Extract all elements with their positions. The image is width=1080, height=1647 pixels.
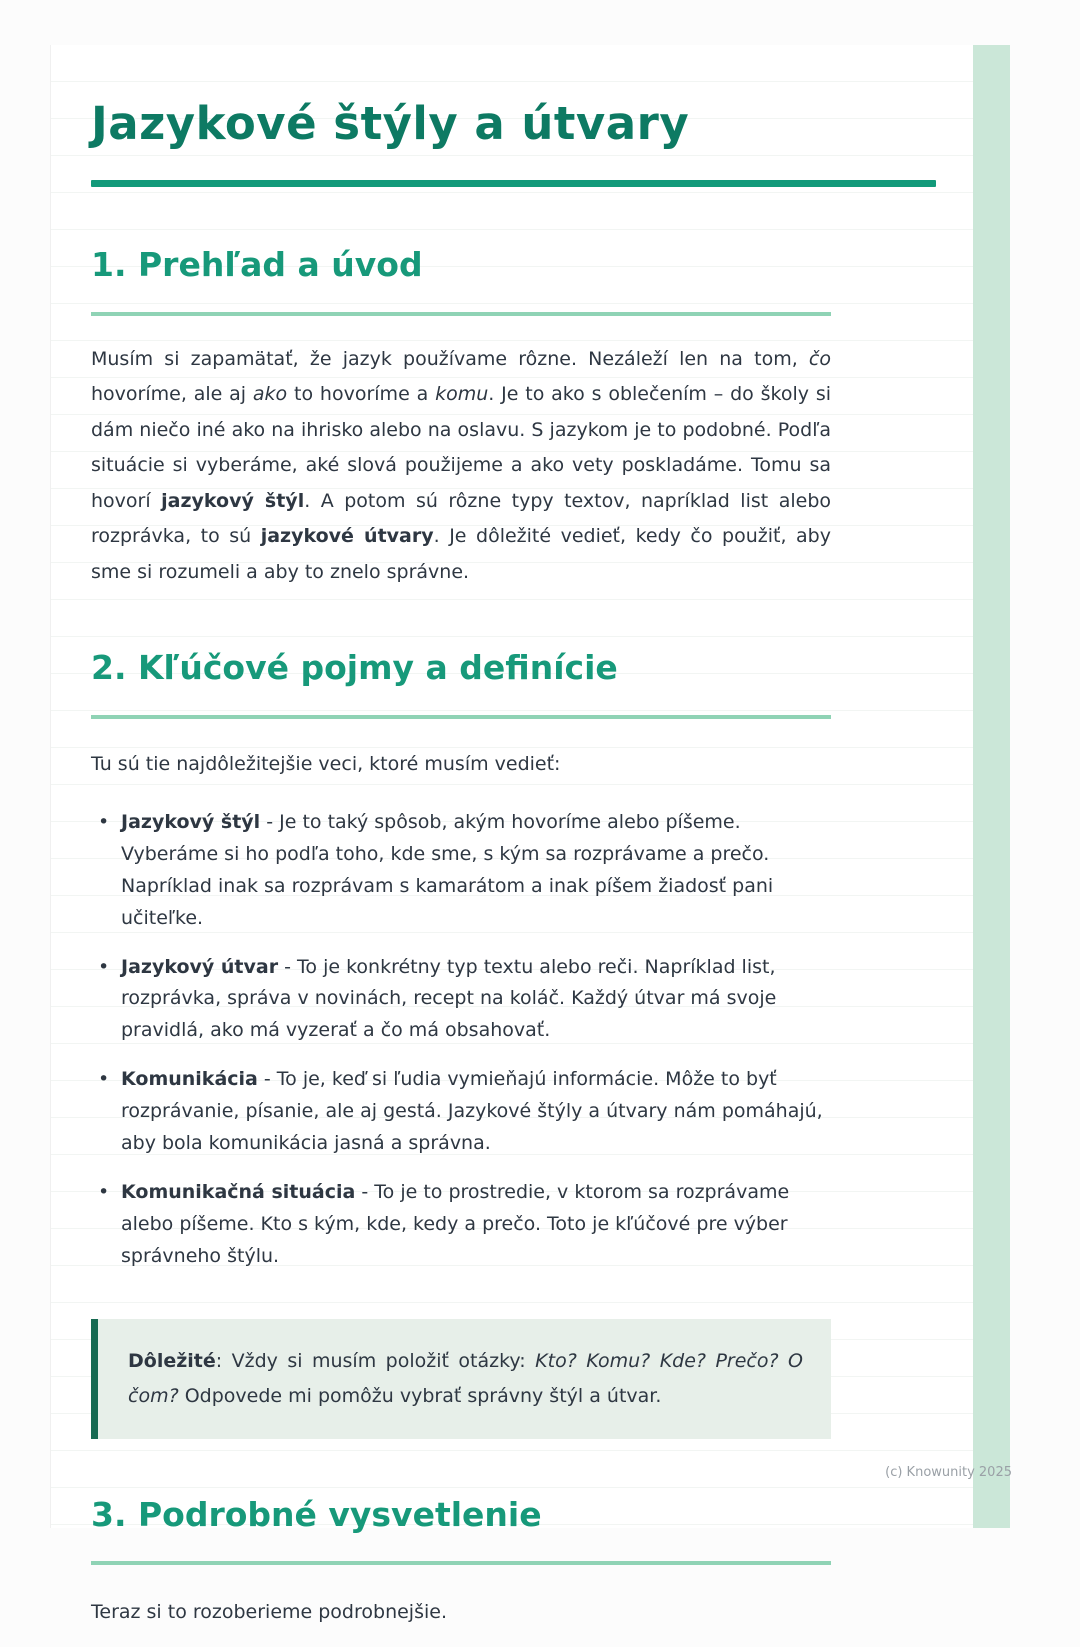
list-item-jazykovy-utvar: • Jazykový útvar - To je konkrétny typ textu alebo reči. Napríklad list, rozprávka, správa v novinách, recept na koláč. Každý útvar má svoje pravidlá, ako má vyzerať a čo má obsahovať. bbox=[91, 952, 831, 1048]
section-3-paragraph: Teraz si to rozoberieme podrobnejšie. bbox=[91, 1601, 447, 1624]
section-heading-1: 1. Prehľad a úvod bbox=[91, 245, 423, 285]
list-item-komunikacna-situacia: • Komunikačná situácia - To je to prostredie, v ktorom sa rozprávame alebo píšeme. Kto s kým, kde, kedy a prečo. Toto je kľúčové pre výber správneho štýlu. bbox=[91, 1177, 831, 1273]
section-divider-1 bbox=[91, 312, 831, 316]
list-item-komunikacia: • Komunikácia - To je, keď si ľudia vymieňajú informácie. Môže to byť rozprávanie, písanie, ale aj gestá. Jazykové štýly a útvary nám pomáhajú, aby bola komunikácia jasná a správna. bbox=[91, 1064, 831, 1160]
section-heading-2: 2. Kľúčové pojmy a definície bbox=[91, 648, 618, 688]
title-divider bbox=[91, 180, 936, 187]
page-content bbox=[91, 45, 971, 1647]
section-divider-2 bbox=[91, 715, 831, 719]
section-divider-3 bbox=[91, 1561, 831, 1565]
section-1-paragraph: Musím si zapamätať, že jazyk používame rôzne. Nezáleží len na tom, čo hovoríme, ale aj ako to hovoríme a komu. Je to ako s oblečením – do školy si dám niečo iné ako na ihrisko alebo na oslavu. S jazykom je to podobné. Podľa situácie si vyberáme, aké slová použijeme a ako vety poskladáme. Tomu sa hovorí jazykový štýl. A potom sú rôzne typy textov, napríklad list alebo rozprávka, to sú jazykové útvary. Je dôležité vedieť, kedy čo použiť, aby sme si rozumeli a aby to znelo správne. bbox=[91, 347, 832, 583]
section-heading-3: 3. Podrobné vysvetlenie bbox=[91, 1494, 542, 1534]
important-callout: Dôležité: Vždy si musím položiť otázky: Kto? Komu? Kde? Prečo? O čom? Odpovede mi pomôžu vybrať správny štýl a útvar. bbox=[91, 1319, 831, 1439]
document-page bbox=[50, 45, 1010, 1624]
copyright-footer: (c) Knowunity 2025 bbox=[885, 1465, 1012, 1480]
list-item-jazykovy-styl: • Jazykový štýl - Je to taký spôsob, akým hovoríme alebo píšeme. Vyberáme si ho podľa toho, kde sme, s kým sa rozprávame a prečo. Napríklad inak sa rozprávam s kamarátom a inak píšem žiadosť pani učiteľke. bbox=[91, 807, 831, 935]
page-title: Jazykové štýly a útvary bbox=[91, 97, 690, 150]
right-accent-strip bbox=[973, 45, 1010, 1528]
key-terms-list bbox=[91, 807, 831, 1273]
section-2-intro: Tu sú tie najdôležitejšie veci, ktoré musím vedieť: bbox=[91, 752, 561, 775]
